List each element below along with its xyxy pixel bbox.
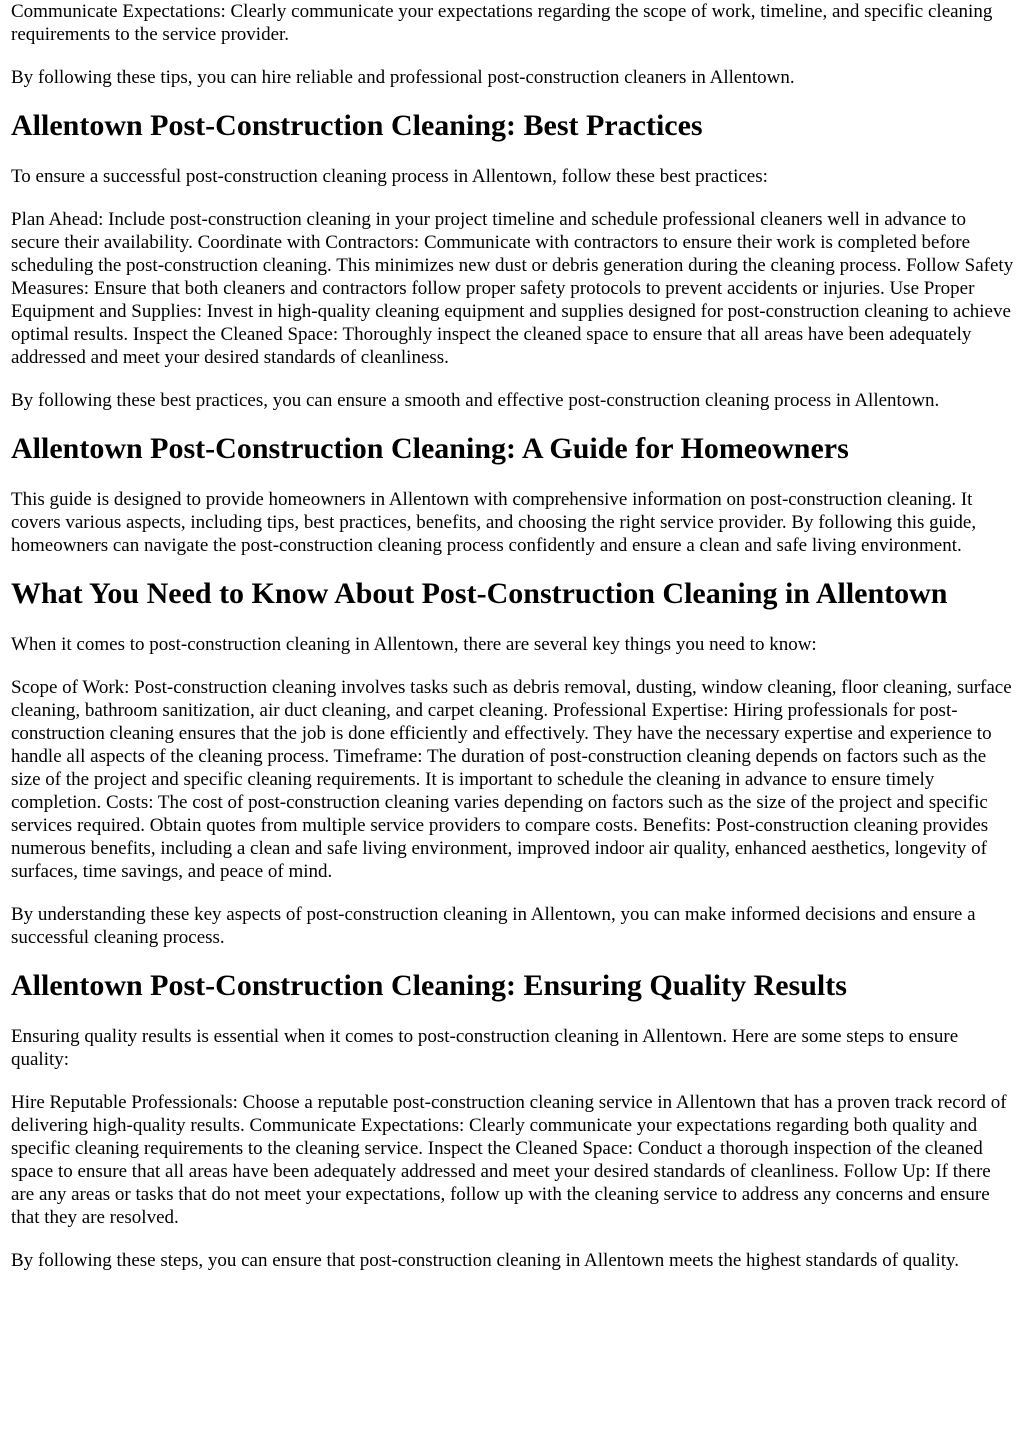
paragraph-communicate-expectations: Communicate Expectations: Clearly communicate your expectations regarding the scope of work, timeline, and specific cleaning requirements to the service provider. — [11, 1, 993, 45]
heading-best-practices: Allentown Post-Construction Cleaning: Best Practices — [11, 109, 703, 142]
paragraph-quality-intro: Ensuring quality results is essential when it comes to post-construction cleaning in Allentown. Here are some steps to ensure quality: — [11, 1026, 959, 1070]
paragraph-key-things-conclusion: By understanding these key aspects of post-construction cleaning in Allentown, you can make informed decisions and ensure a successful cleaning process. — [11, 904, 976, 948]
heading-ensuring-quality-results: Allentown Post-Construction Cleaning: Ensuring Quality Results — [11, 969, 847, 1002]
paragraph-guide-body: This guide is designed to provide homeowners in Allentown with comprehensive information on post-construction cleaning. It covers various aspects, including tips, best practices, benefits, and choosing the right service provider. By following this guide, homeowners can navigate the post-construction cleaning process confidently and ensure a clean and safe living environment. — [11, 489, 977, 556]
heading-what-you-need-to-know: What You Need to Know About Post-Construction Cleaning in Allentown — [11, 577, 948, 610]
paragraph-quality-conclusion: By following these steps, you can ensure that post-construction cleaning in Allentown meets the highest standards of quality. — [11, 1250, 960, 1271]
paragraph-key-things-intro: When it comes to post-construction cleaning in Allentown, there are several key things you need to know: — [11, 634, 817, 655]
paragraph-hiring-conclusion: By following these tips, you can hire reliable and professional post-construction cleaners in Allentown. — [11, 67, 795, 88]
paragraph-quality-steps: Hire Reputable Professionals: Choose a reputable post-construction cleaning service in Allentown that has a proven track record of delivering high-quality results. Communicate Expectations: Clearly communicate your expectations regarding both quality and specific cleaning requirements to the cleaning service. Inspect the Cleaned Space: Conduct a thorough inspection of the cleaned space to ensure that all areas have been adequately addressed and meet your desired standards of cleanliness. Follow Up: If there are any areas or tasks that do not meet your expectations, follow up with the cleaning service to address any concerns and ensure that they are resolved. — [11, 1092, 1007, 1228]
paragraph-best-practices-intro: To ensure a successful post-construction cleaning process in Allentown, follow these best practices: — [11, 166, 768, 187]
paragraph-best-practices-list: Plan Ahead: Include post-construction cleaning in your project timeline and schedule professional cleaners well in advance to secure their availability. Coordinate with Contractors: Communicate with contractors to ensure their work is completed before scheduling the post-construction cleaning. This minimizes new dust or debris generation during the cleaning process. Follow Safety Measures: Ensure that both cleaners and contractors follow proper safety protocols to prevent accidents or injuries. Use Proper Equipment and Supplies: Invest in high-quality cleaning equipment and supplies designed for post-construction cleaning to achieve optimal results. Inspect the Cleaned Space: Thoroughly inspect the cleaned space to ensure that all areas have been adequately addressed and meet your desired standards of cleanliness. — [11, 209, 1014, 368]
paragraph-key-things-list: Scope of Work: Post-construction cleaning involves tasks such as debris removal, dusting, window cleaning, floor cleaning, surface cleaning, bathroom sanitization, air duct cleaning, and carpet cleaning. Professional Expertise: Hiring professionals for post-construction cleaning ensures that the job is done efficiently and effectively. They have the necessary expertise and experience to handle all aspects of the cleaning process. Timeframe: The duration of post-construction cleaning depends on factors such as the size of the project and specific cleaning requirements. It is important to schedule the cleaning in advance to ensure timely completion. Costs: The cost of post-construction cleaning varies depending on factors such as the size of the project and specific services required. Obtain quotes from multiple service providers to compare costs. Benefits: Post-construction cleaning provides numerous benefits, including a clean and safe living environment, improved indoor air quality, enhanced aesthetics, longevity of surfaces, time savings, and peace of mind. — [11, 677, 1012, 882]
paragraph-best-practices-conclusion: By following these best practices, you can ensure a smooth and effective post-construction cleaning process in Allentown. — [11, 390, 940, 411]
heading-guide-for-homeowners: Allentown Post-Construction Cleaning: A Guide for Homeowners — [11, 432, 849, 465]
